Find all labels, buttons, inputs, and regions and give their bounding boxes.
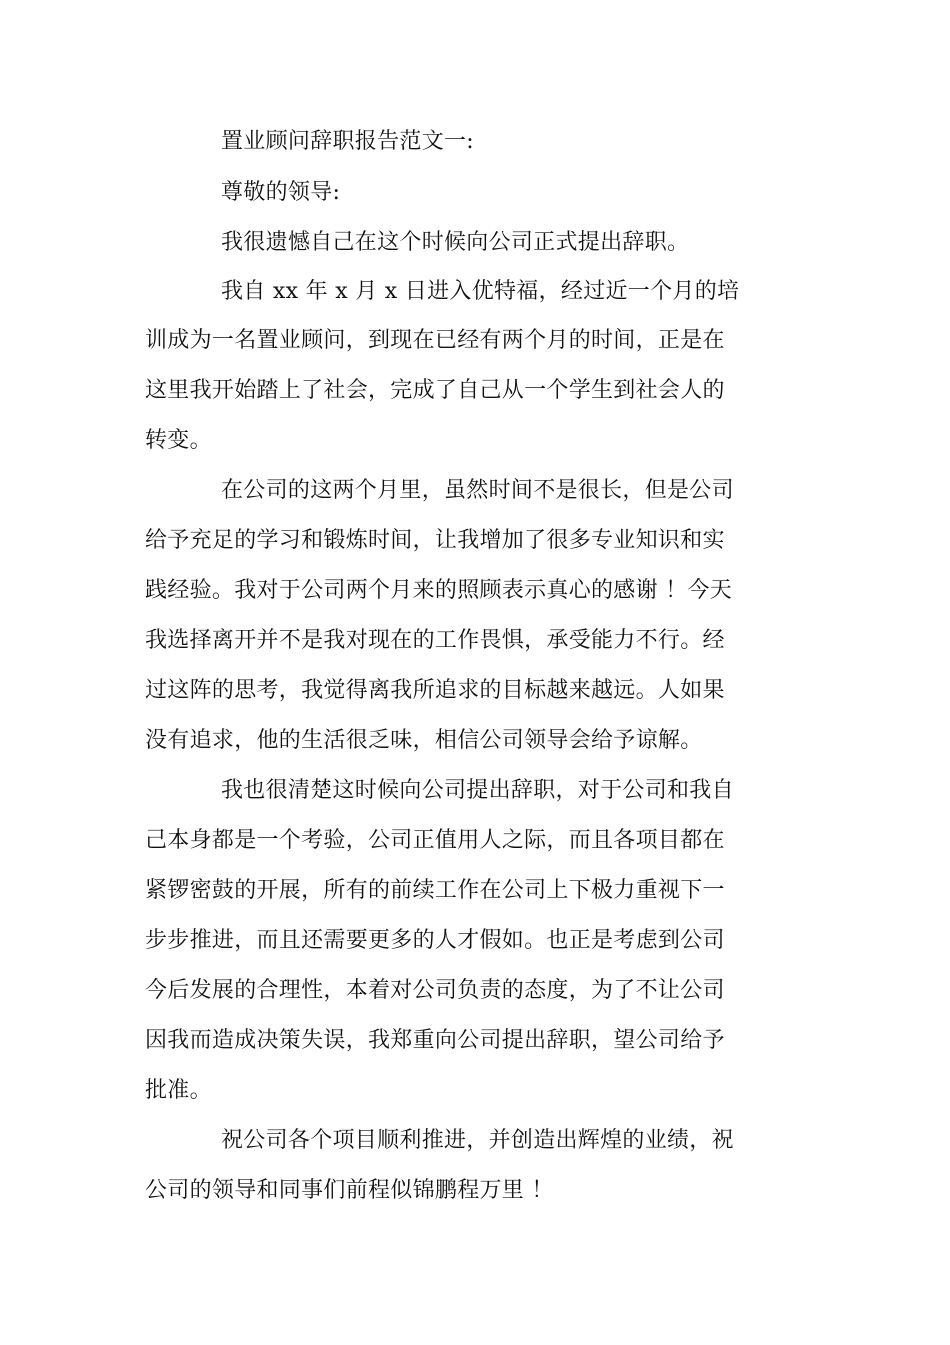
text-line: 训成为一名置业顾问，到现在已经有两个月的时间，正是在	[145, 328, 725, 353]
text-line: 今后发展的合理性，本着对公司负责的态度，为了不让公司	[145, 978, 725, 1003]
text-line: 步步推进，而且还需要更多的人才假如。也正是考虑到公司	[145, 928, 725, 953]
text-line: 给予充足的学习和锻炼时间，让我增加了很多专业知识和实	[145, 528, 725, 553]
text-line: 这里我开始踏上了社会，完成了自己从一个学生到社会人的	[145, 378, 725, 403]
text-line: 践经验。我对于公司两个月来的照顾表示真心的感谢 ！今天	[145, 578, 733, 603]
text-line: 紧锣密鼓的开展，所有的前续工作在公司上下极力重视下一	[145, 878, 725, 903]
text-line: 没有追求，他的生活很乏味，相信公司领导会给予谅解。	[145, 728, 703, 753]
text-line: 我选择离开并不是我对现在的工作畏惧，承受能力不行。经	[145, 628, 725, 653]
text-line: 公司的领导和同事们前程似锦鹏程万里 ！	[145, 1178, 554, 1203]
text-line: 我也很清楚这时候向公司提出辞职，对于公司和我自	[221, 778, 734, 803]
text-line: 过这阵的思考，我觉得离我所追求的目标越来越远。人如果	[145, 678, 725, 703]
text-line: 因我而造成决策失误，我郑重向公司提出辞职，望公司给予	[145, 1028, 725, 1053]
text-line: 批准。	[145, 1078, 212, 1103]
text-line-title: 置业顾问辞职报告范文一:	[221, 129, 475, 154]
text-line: 在公司的这两个月里，虽然时间不是很长，但是公司	[221, 478, 734, 503]
text-line: 我很遗憾自己在这个时候向公司正式提出辞职。	[221, 230, 690, 255]
text-line: 转变。	[145, 428, 212, 453]
text-line: 我自 xx 年 x 月 x 日进入优特福，经过近一个月的培	[221, 279, 740, 304]
text-line: 己本身都是一个考验，公司正值用人之际，而且各项目都在	[145, 828, 725, 853]
text-line-salutation: 尊敬的领导:	[221, 180, 341, 205]
text-line: 祝公司各个项目顺利推进，并创造出辉煌的业绩，祝	[221, 1128, 734, 1153]
